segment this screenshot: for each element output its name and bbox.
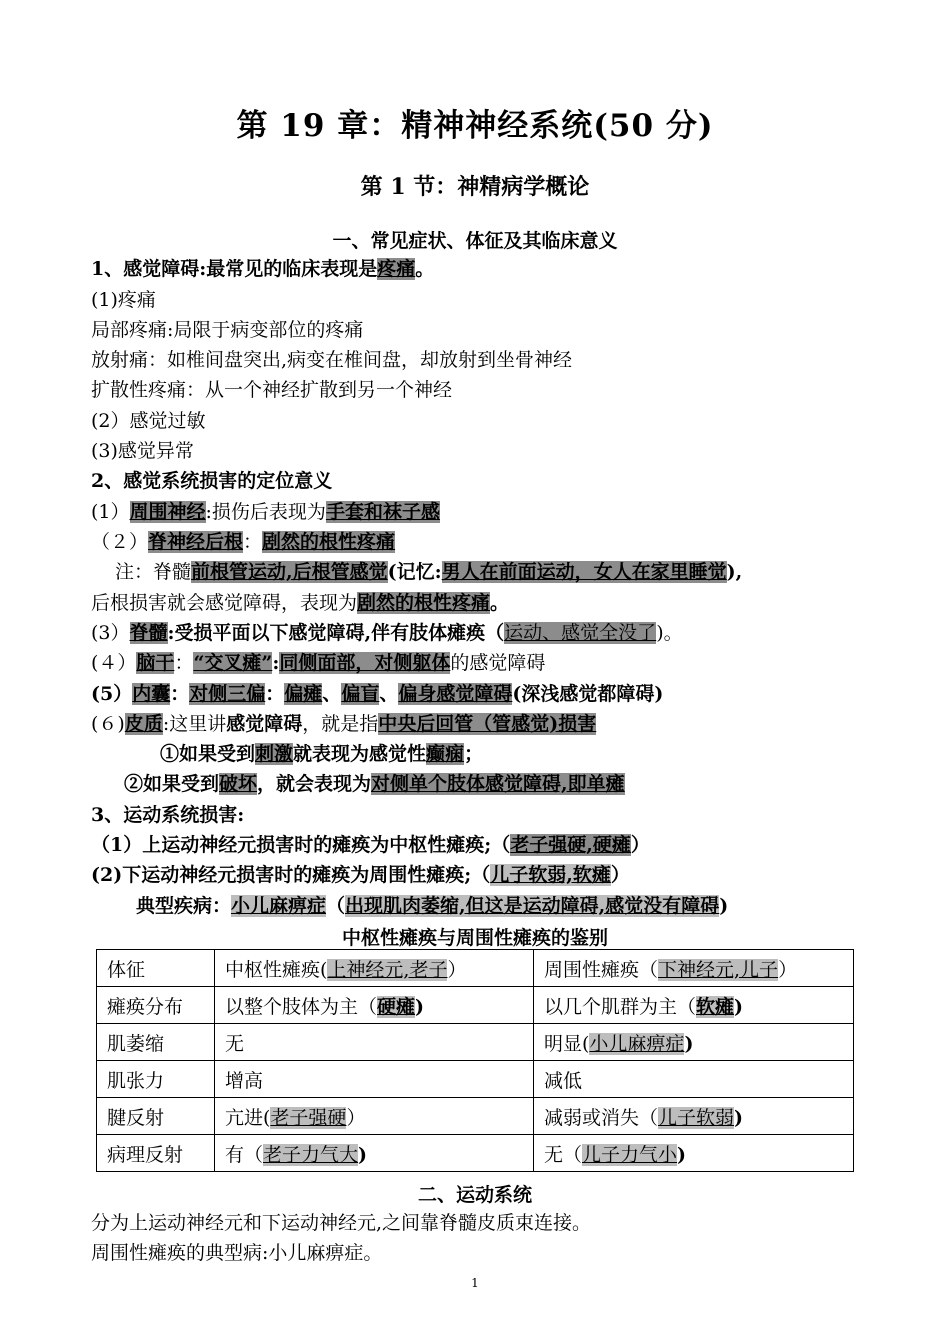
text-segment: ) xyxy=(719,895,729,917)
text-segment: (４） xyxy=(91,652,137,674)
table-row xyxy=(97,1061,854,1098)
text-segment: (６) xyxy=(91,713,125,735)
text-segment: (记忆: xyxy=(387,561,442,583)
highlight: 小儿麻痹症 xyxy=(231,895,327,917)
text-segment: ： xyxy=(170,683,190,705)
table-row xyxy=(97,1135,854,1172)
highlight: “交叉瘫” xyxy=(193,652,273,674)
text-segment: ： xyxy=(174,652,194,674)
paralysis-comparison-table xyxy=(96,949,854,1172)
highlight: 刺激 xyxy=(255,743,294,765)
motor-system-line-2: 周围性瘫痪的典型病:小儿麻痹症。 xyxy=(91,1242,383,1264)
highlight: 剧然的根性疼痛 xyxy=(357,592,491,614)
table-cell xyxy=(534,987,854,1024)
text-segment: ，就会表现为 xyxy=(257,773,372,795)
text-segment: 减弱或消失（ xyxy=(544,1106,659,1129)
highlight: 偏瘫 xyxy=(284,683,323,705)
spinal-root-line xyxy=(91,529,395,555)
highlight: 周围神经 xyxy=(129,501,206,523)
highlight: 老子力气大 xyxy=(263,1143,359,1166)
text-segment: ②如果受到 xyxy=(124,773,220,795)
highlight: 脊髓 xyxy=(129,622,168,644)
highlight: 儿子软弱,软瘫 xyxy=(490,864,611,886)
table-cell: 肌张力 xyxy=(97,1061,215,1098)
table-cell: 减低 xyxy=(534,1061,854,1098)
text-segment: 亢进( xyxy=(225,1106,271,1129)
highlight: 运动、感觉全没了 xyxy=(504,622,657,644)
sensory-localization-heading: 2、感觉系统损害的定位意义 xyxy=(91,470,333,492)
diffuse-pain-line: 扩散性疼痛：从一个神经扩散到另一个神经 xyxy=(91,379,453,401)
text-segment: 明显( xyxy=(544,1032,590,1055)
text-segment: (3） xyxy=(91,622,130,644)
text-segment: 的感觉障碍 xyxy=(450,652,546,674)
highlight: 对侧三偏 xyxy=(189,683,266,705)
text-segment: 有（ xyxy=(225,1143,264,1166)
text-segment: （1）上运动神经元损害时的瘫痪为中枢性瘫痪;（ xyxy=(91,834,511,856)
text-segment: ） xyxy=(610,864,630,886)
brainstem-line xyxy=(91,650,545,676)
highlight: 脑干 xyxy=(136,652,175,674)
table-cell xyxy=(534,1098,854,1135)
text-segment: (1） xyxy=(91,501,130,523)
highlight: 软瘫 xyxy=(696,995,735,1018)
text-segment: 典型疾病： xyxy=(136,895,232,917)
cortex-stimulus-line xyxy=(160,741,483,767)
internal-capsule-line xyxy=(91,681,663,707)
text-segment: 以整个肢体为主（ xyxy=(225,995,378,1018)
highlight: 疼痛 xyxy=(377,258,416,280)
text-segment: （２） xyxy=(91,531,149,553)
table-cell xyxy=(215,1098,534,1135)
text-segment: (5） xyxy=(91,683,133,705)
text-segment: ，就是指 xyxy=(302,713,379,735)
text-segment: : xyxy=(272,652,280,674)
typical-disease-line xyxy=(136,893,728,919)
text-segment: ) xyxy=(734,995,744,1018)
table-cell xyxy=(534,1135,854,1172)
text-segment: ), xyxy=(726,561,743,583)
text-segment: ) xyxy=(677,1143,687,1166)
highlight: 偏盲 xyxy=(341,683,380,705)
text-segment: ） xyxy=(630,834,650,856)
highlight: 儿子力气小 xyxy=(582,1143,678,1166)
table-cell xyxy=(215,1135,534,1172)
highlight: 儿子软弱 xyxy=(658,1106,735,1129)
text-segment: 。 xyxy=(415,258,435,280)
text-segment: ） xyxy=(778,958,798,981)
table-cell: 腱反射 xyxy=(97,1098,215,1135)
text-segment: 以几个肌群为主（ xyxy=(544,995,697,1018)
text-segment: :受损平面以下感觉障碍,伴有肢体瘫痪（ xyxy=(167,622,505,644)
text-segment: （ xyxy=(326,895,346,917)
text-segment: ： xyxy=(243,531,263,553)
section1-heading: 一、常见症状、体征及其临床意义 xyxy=(332,230,618,252)
text-segment: ) xyxy=(734,1106,744,1129)
note-line xyxy=(115,559,742,585)
local-pain-line: 局部疼痛:局限于病变部位的疼痛 xyxy=(91,319,364,341)
highlight: 老子强硬,硬瘫 xyxy=(510,834,631,856)
motor-damage-heading: 3、运动系统损害: xyxy=(91,804,245,826)
text-segment: (2)下运动神经元损害时的瘫痪为周围性瘫痪;（ xyxy=(91,864,491,886)
highlight: 中央后回管（管感觉)损害 xyxy=(378,713,597,735)
section-subtitle: 第 1 节：神精病学概论 xyxy=(360,174,590,200)
table-cell: 无 xyxy=(215,1024,534,1061)
table-cell: 肌萎缩 xyxy=(97,1024,215,1061)
chapter-title: 第 19 章：精神神经系统(50 分) xyxy=(236,108,714,144)
highlight: 上神经元,老子 xyxy=(327,958,448,981)
text-segment: ） xyxy=(346,1106,366,1129)
highlight: 小儿麻痹症 xyxy=(589,1032,685,1055)
cortex-damage-line xyxy=(124,771,625,797)
text-segment: ： xyxy=(265,683,285,705)
text-segment: ) xyxy=(358,1143,368,1166)
peripheral-nerve-line xyxy=(91,499,440,525)
highlight: 剧然的根性疼痛 xyxy=(262,531,396,553)
highlight: 前根管运动,后根管感觉 xyxy=(191,561,388,583)
upper-motor-line xyxy=(91,832,650,858)
motor-system-line-1: 分为上运动神经元和下运动神经元,之间靠脊髓皮质束连接。 xyxy=(91,1212,592,1234)
table-title: 中枢性瘫痪与周围性瘫痪的鉴别 xyxy=(341,927,608,949)
highlight: 破坏 xyxy=(219,773,258,795)
table-cell: 瘫痪分布 xyxy=(97,987,215,1024)
highlight: 硬瘫 xyxy=(377,995,416,1018)
text-segment: 、 xyxy=(322,683,342,705)
highlight: 出现肌肉萎缩,但这是运动障碍,感觉没有障碍 xyxy=(345,895,720,917)
highlight: 男人在前面运动，女人在家里睡觉 xyxy=(441,561,727,583)
table-cell: 病理反射 xyxy=(97,1135,215,1172)
text-segment: ) xyxy=(415,995,425,1018)
text-segment: :损伤后表现为 xyxy=(205,501,326,523)
table-cell xyxy=(215,987,534,1024)
text-segment: :这里讲 xyxy=(162,713,227,735)
cortex-line xyxy=(91,711,596,737)
text-segment: 。 xyxy=(490,592,510,614)
text-segment: 感觉障碍 xyxy=(226,713,303,735)
note-continuation-line xyxy=(91,590,509,616)
table-row xyxy=(97,1098,854,1135)
abnormal-sensation-line: (3)感觉异常 xyxy=(91,440,194,462)
spinal-cord-line xyxy=(91,620,683,646)
highlight: 内囊 xyxy=(132,683,171,705)
highlight: 对侧单个肢体感觉障碍,即单瘫 xyxy=(371,773,625,795)
sensory-disorder-line xyxy=(91,256,434,282)
highlight: 癫痫 xyxy=(426,743,465,765)
text-segment: ) xyxy=(684,1032,694,1055)
highlight: 偏身感觉障碍 xyxy=(398,683,513,705)
text-segment: 无（ xyxy=(544,1143,583,1166)
pain-line: (1)疼痛 xyxy=(91,289,156,311)
text-segment: 就表现为感觉性 xyxy=(293,743,427,765)
table-cell: 增高 xyxy=(215,1061,534,1098)
text-segment: 1、感觉障碍:最常见的临床表现是 xyxy=(91,258,378,280)
lower-motor-line xyxy=(91,862,630,888)
radiating-pain-line: 放射痛：如椎间盘突出,病变在椎间盘，却放射到坐骨神经 xyxy=(91,349,573,371)
text-segment: 周围性瘫痪（ xyxy=(544,958,659,981)
table-cell xyxy=(534,1024,854,1061)
text-segment: )。 xyxy=(656,622,683,644)
table-row xyxy=(97,987,854,1024)
text-segment: ） xyxy=(447,958,467,981)
table-cell: 体征 xyxy=(97,950,215,987)
highlight: 老子强硬 xyxy=(270,1106,347,1129)
highlight: 下神经元,儿子 xyxy=(658,958,779,981)
table-cell xyxy=(534,950,854,987)
text-segment: ； xyxy=(464,743,484,765)
text-segment: 、 xyxy=(379,683,399,705)
text-segment: ①如果受到 xyxy=(160,743,256,765)
highlight: 手套和袜子感 xyxy=(325,501,440,523)
table-cell xyxy=(215,950,534,987)
hypersensitivity-line: (2）感觉过敏 xyxy=(91,410,206,432)
highlight: 脊神经后根 xyxy=(148,531,244,553)
text-segment: 后根损害就会感觉障碍，表现为 xyxy=(91,592,358,614)
table-header-row xyxy=(97,950,854,987)
section2-heading: 二、运动系统 xyxy=(417,1184,532,1206)
page-number: 1 xyxy=(471,1276,479,1290)
text-segment: 注：脊髓 xyxy=(115,561,192,583)
highlight: 同侧面部，对侧躯体 xyxy=(279,652,451,674)
text-segment: 中枢性瘫痪( xyxy=(225,958,328,981)
text-segment: (深浅感觉都障碍) xyxy=(512,683,664,705)
highlight: 皮质 xyxy=(124,713,163,735)
table-row xyxy=(97,1024,854,1061)
